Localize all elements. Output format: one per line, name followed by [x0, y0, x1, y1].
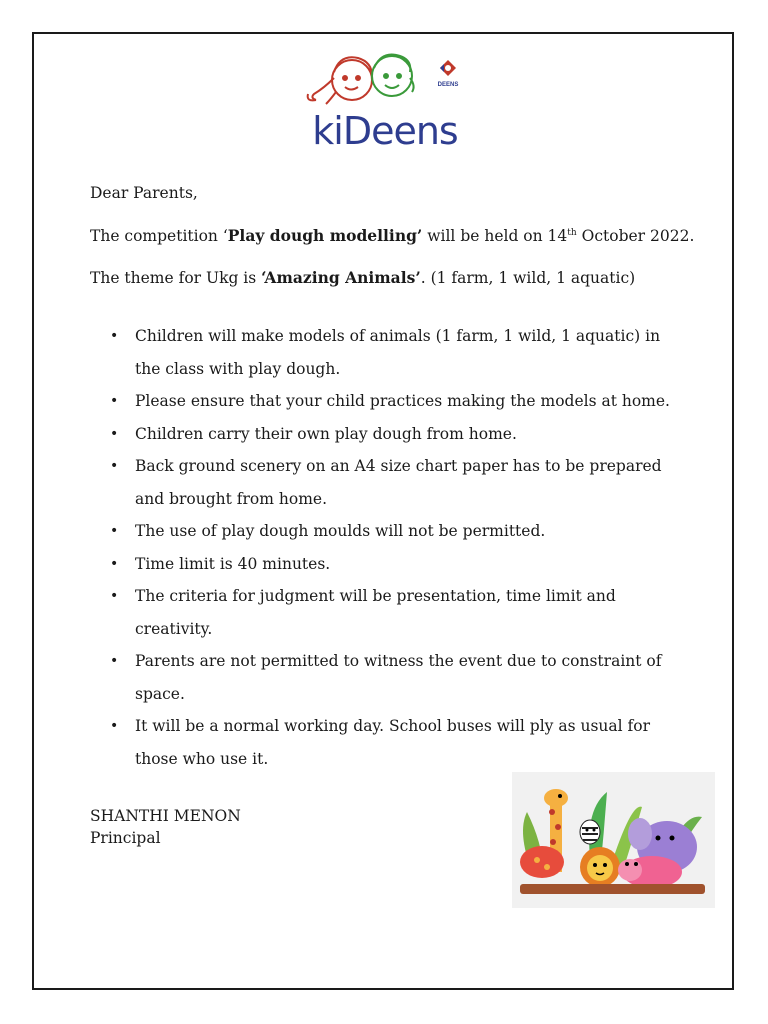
competition-line-pre: The competition ‘: [90, 227, 228, 245]
theme-name: ‘Amazing Animals’: [261, 268, 421, 287]
boy-face-icon: [372, 55, 414, 97]
theme-line: [90, 268, 635, 288]
jungle-animals-illustration: [512, 772, 715, 908]
ordinal-suffix: th: [567, 228, 577, 238]
deens-sublogo-text: DEENS: [437, 82, 459, 88]
list-item: • Please ensure that your child practices making the models at home.: [110, 385, 690, 418]
deens-mark-icon: [440, 60, 456, 76]
signature-name: SHANTHI MENON: [90, 807, 241, 825]
kideens-logo: [300, 48, 470, 158]
competition-line-mid: will be held on 14: [422, 227, 568, 245]
list-item: • Back ground scenery on an A4 size chart paper has to be prepared and brought from home.: [110, 450, 690, 515]
list-item: • The use of play dough moulds will not be permitted.: [110, 515, 690, 548]
theme-line-pre: The theme for Ukg is: [90, 269, 262, 287]
list-item: • Children carry their own play dough from home.: [110, 418, 690, 451]
list-item: • Time limit is 40 minutes.: [110, 548, 690, 581]
log-base: [520, 884, 705, 894]
zebra-icon: [580, 820, 600, 844]
list-item: • The criteria for judgment will be presentation, time limit and creativity.: [110, 580, 690, 645]
list-item: • Children will make models of animals (1 farm, 1 wild, 1 aquatic) in the class with play dough.: [110, 320, 690, 385]
lion-icon: [580, 847, 620, 887]
signature-title: Principal: [90, 829, 161, 847]
competition-line: [90, 226, 694, 246]
list-item: • Parents are not permitted to witness the event due to constraint of space.: [110, 645, 690, 710]
event-name: Play dough modelling’: [227, 226, 423, 245]
salutation: Dear Parents,: [90, 184, 198, 202]
competition-line-post: October 2022.: [576, 227, 695, 245]
theme-line-post: . (1 farm, 1 wild, 1 aquatic): [420, 269, 636, 287]
rules-list: [110, 320, 690, 775]
girl-face-icon: [308, 57, 372, 104]
logo-wordmark: kiDeens: [312, 109, 458, 153]
list-item: • It will be a normal working day. School buses will ply as usual for those who use it.: [110, 710, 690, 775]
